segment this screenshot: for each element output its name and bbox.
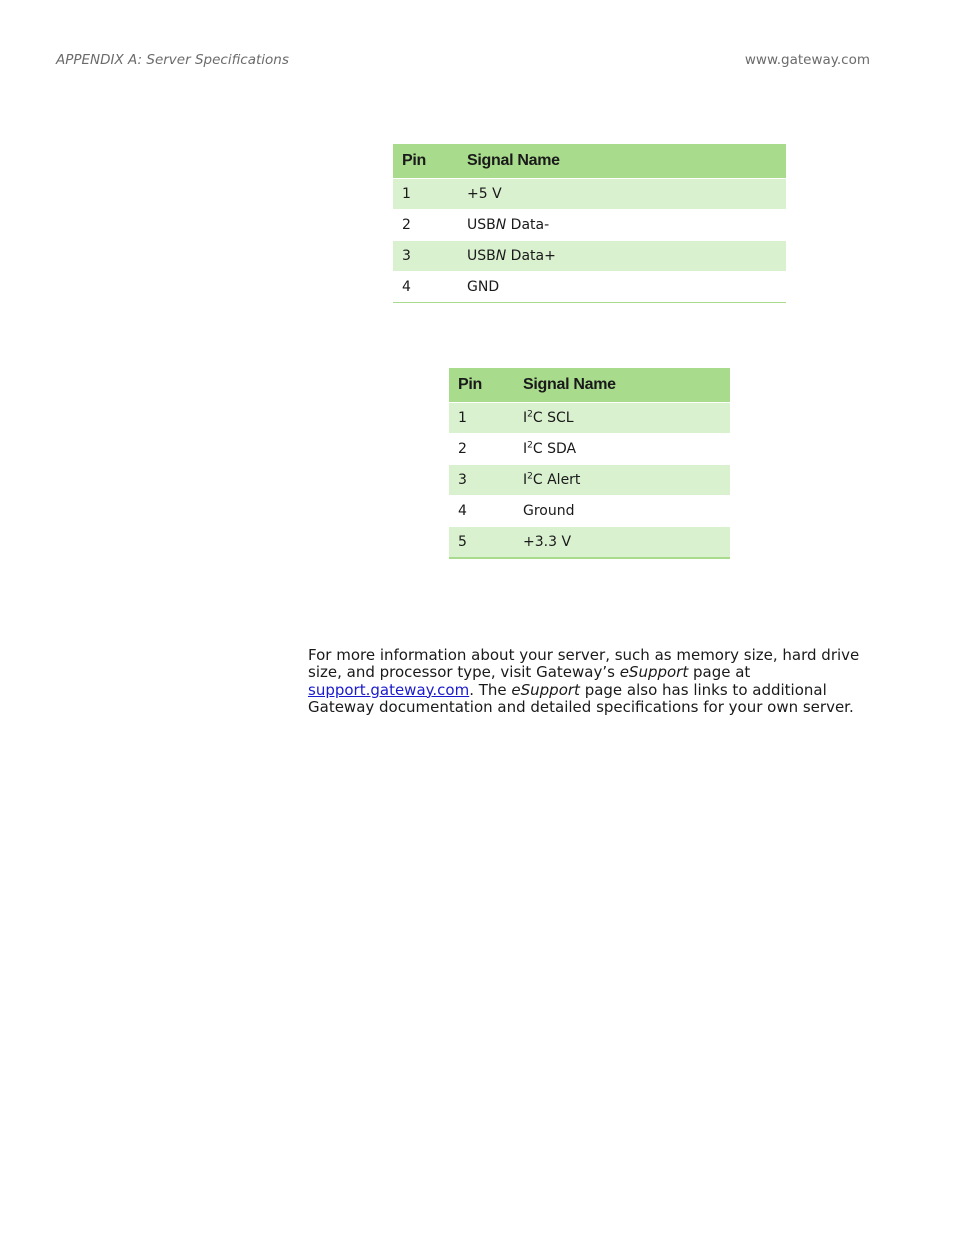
signal-variable: N xyxy=(495,217,507,233)
paragraph-text: . The xyxy=(469,680,512,699)
signal-name: GND xyxy=(458,272,786,303)
signal-name xyxy=(514,465,730,496)
pin-number: 5 xyxy=(449,527,514,559)
signal-superscript: 2 xyxy=(527,471,533,482)
table-row xyxy=(393,241,786,272)
signal-name: +5 V xyxy=(458,179,786,210)
pin-number: 3 xyxy=(393,241,458,272)
pin-number: 2 xyxy=(449,434,514,465)
signal-prefix: I xyxy=(523,441,528,457)
paragraph-text: For more information about your server, such as memory size, hard drive size, and processor type, visit Gateway’s xyxy=(308,646,860,682)
signal-prefix: USB xyxy=(467,217,496,233)
signal-superscript: 2 xyxy=(527,409,533,420)
table-row xyxy=(449,496,730,527)
pin-number: 1 xyxy=(449,403,514,434)
signal-prefix: USB xyxy=(467,248,496,264)
pin-number: 4 xyxy=(449,496,514,527)
usb-connector-pinout-table xyxy=(393,144,786,303)
esupport-term: eSupport xyxy=(619,663,689,682)
table-row xyxy=(449,434,730,465)
signal-suffix: C Alert xyxy=(532,472,581,488)
signal-name xyxy=(458,241,786,272)
pin-number: 1 xyxy=(393,179,458,210)
support-site-link[interactable]: support.gateway.com xyxy=(308,680,470,699)
table-row xyxy=(393,179,786,210)
table-row xyxy=(449,403,730,434)
signal-prefix: I xyxy=(523,472,528,488)
esupport-term: eSupport xyxy=(511,680,580,699)
signal-name xyxy=(514,434,730,465)
signal-suffix: C SCL xyxy=(532,410,574,426)
column-header-signal-name: Signal Name xyxy=(514,368,730,403)
table-row xyxy=(393,210,786,241)
column-header-pin: Pin xyxy=(393,144,458,179)
paragraph-text: page also has links to additional Gateway documentation and detailed specifications for your own server. xyxy=(308,680,854,717)
signal-name xyxy=(458,210,786,241)
pin-number: 3 xyxy=(449,465,514,496)
signal-variable: N xyxy=(495,248,507,264)
table-row xyxy=(449,465,730,496)
running-header-website: www.gateway.com xyxy=(744,52,870,68)
pin-number: 2 xyxy=(393,210,458,241)
signal-suffix: C SDA xyxy=(532,441,577,457)
paragraph-text: page at xyxy=(688,663,751,682)
table-row xyxy=(449,527,730,559)
signal-name xyxy=(514,403,730,434)
column-header-pin: Pin xyxy=(449,368,514,403)
signal-name: +3.3 V xyxy=(514,527,730,559)
column-header-signal-name: Signal Name xyxy=(458,144,786,179)
table-header-row xyxy=(449,368,730,403)
table-header-row xyxy=(393,144,786,179)
running-header-section: APPENDIX A: Server Specifications xyxy=(56,52,289,68)
signal-suffix: Data+ xyxy=(506,248,556,264)
signal-name: Ground xyxy=(514,496,730,527)
pin-number: 4 xyxy=(393,272,458,303)
i2c-connector-pinout-table xyxy=(449,368,730,559)
signal-superscript: 2 xyxy=(527,440,533,451)
table-row xyxy=(393,272,786,303)
more-information-paragraph xyxy=(308,647,874,717)
signal-suffix: Data- xyxy=(506,217,550,233)
signal-prefix: I xyxy=(523,410,528,426)
